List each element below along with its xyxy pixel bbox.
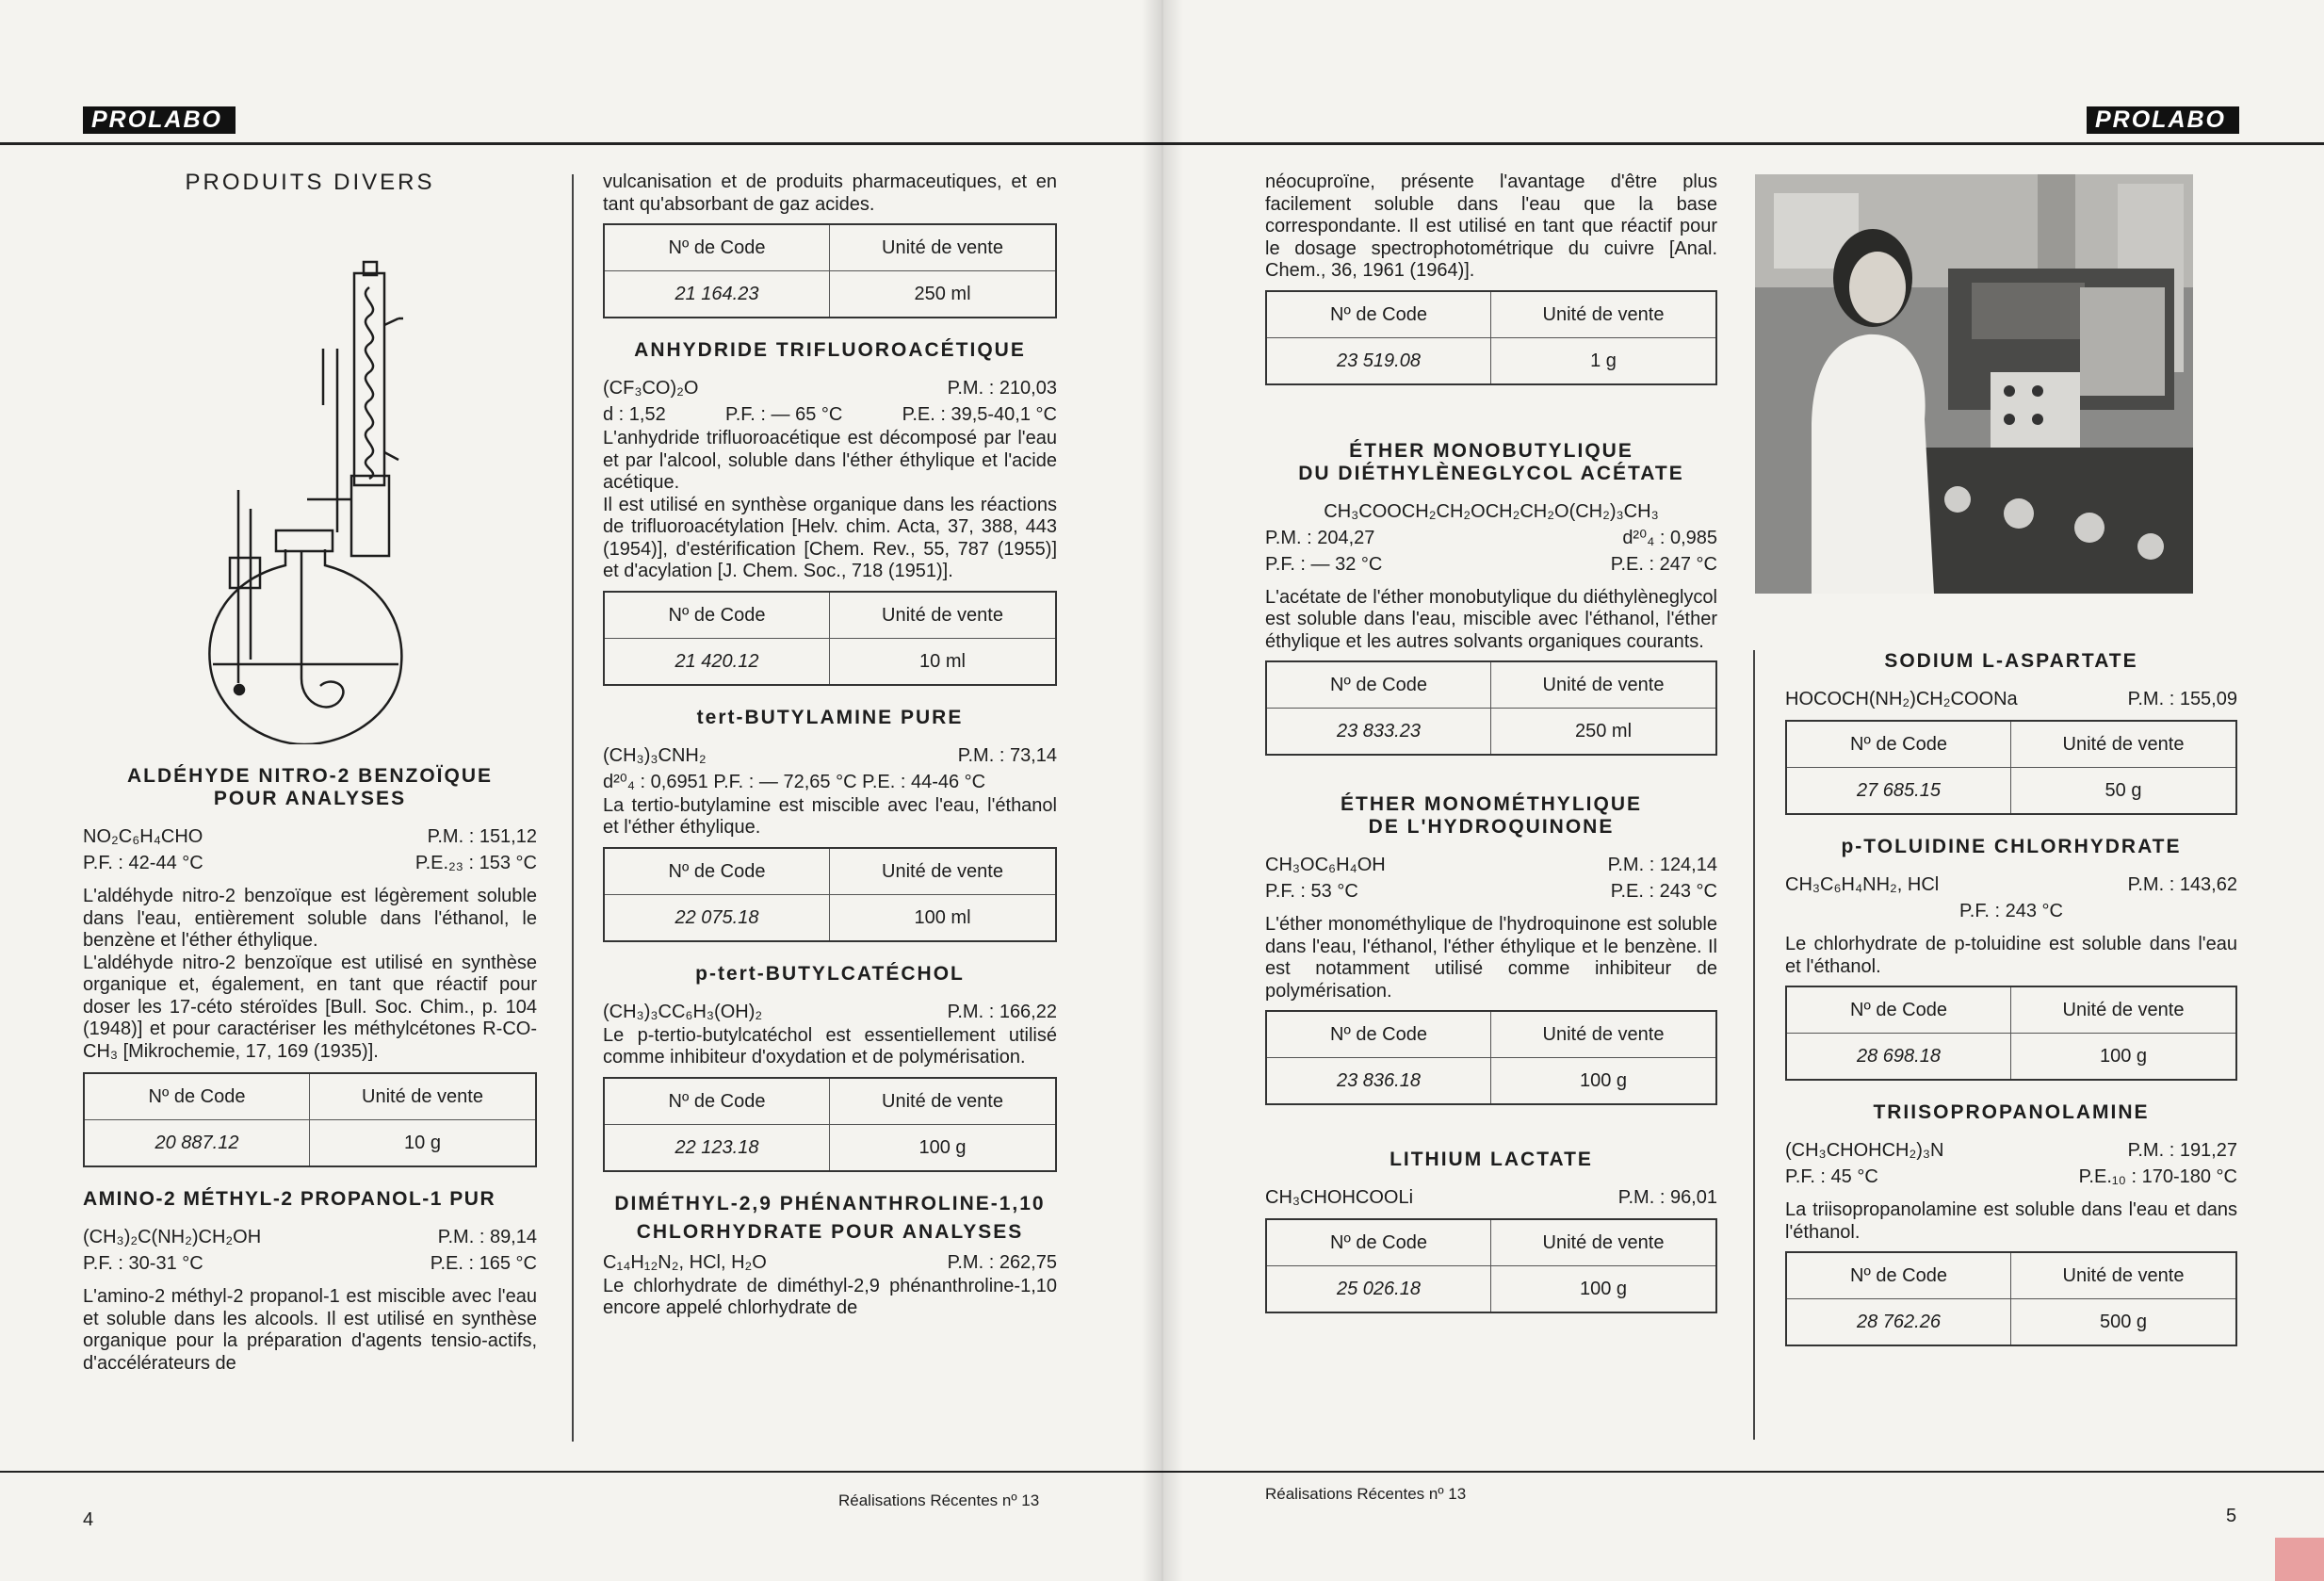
footer-rule — [0, 1471, 1162, 1473]
right-col-2 — [1785, 650, 2237, 1367]
code-value: 23 833.23 — [1267, 709, 1491, 754]
ether-methyl-text: L'éther monométhylique de l'hydroquinone est soluble dans l'eau, l'éthanol, l'éther éthylique et le benzène. Il est notamment utilisé comme inhibiteur de polymérisation. — [1265, 914, 1717, 1002]
unit-value: 10 g — [404, 1133, 441, 1153]
code-value: 23 836.18 — [1267, 1058, 1491, 1103]
toluidine-pm: P.M. : 143,62 — [2127, 874, 2237, 895]
ether-butyl-pf: P.F. : — 32 °C — [1265, 553, 1383, 575]
anhydride-formula: (CF₃CO)₂O — [603, 378, 699, 399]
vulcan-table — [603, 223, 1057, 318]
aldehyde-pm: P.M. : 151,12 — [427, 826, 537, 847]
ether-butyl-row3 — [1265, 551, 1717, 578]
aldehyde-text-2: L'aldéhyde nitro-2 benzoïque est utilisé en synthèse organique et, également, en tant que réactif pour doser les 17-céto stéroïdes [Bull. Soc. Chim., p. 104 (1948)] et pour caractériser les méthylcétones R-CO-CH₃ [Mikrochemie, 17, 169 (1935)]. — [83, 952, 537, 1062]
code-value: 27 685.15 — [1787, 768, 2011, 813]
column-divider — [1753, 650, 1755, 1440]
unit-header: Unité de vente — [1491, 1012, 1715, 1058]
code-header: Nº de Code — [605, 593, 830, 639]
code-value: 25 026.18 — [1267, 1266, 1491, 1312]
ether-methyl-title-1: ÉTHER MONOMÉTHYLIQUE — [1340, 793, 1642, 815]
toluidine-pf: P.F. : 243 °C — [1959, 901, 2063, 921]
aspartate-formula: HOCOCH(NH₂)CH₂COONa — [1785, 689, 2018, 709]
catechol-table — [603, 1077, 1057, 1172]
unit-value: 250 ml — [1574, 721, 1633, 742]
aspartate-pm: P.M. : 155,09 — [2127, 689, 2237, 709]
catechol-text: Le p-tertio-butylcatéchol est essentiellement utilisé comme inhibiteur d'oxydation et de polymérisation. — [603, 1024, 1057, 1068]
anhydride-table — [603, 591, 1057, 686]
toluidine-row1 — [1785, 872, 2237, 898]
amino-row2 — [83, 1250, 537, 1277]
ether-butyl-formula: CH₃COOCH₂CH₂OCH₂CH₂O(CH₂)₃CH₃ — [1324, 500, 1659, 522]
left-col-2 — [603, 171, 1057, 1329]
page-edge — [2275, 1538, 2324, 1581]
code-header: Nº de Code — [1267, 292, 1491, 338]
ether-butyl-row2 — [1265, 525, 1717, 551]
footer-title: Réalisations Récentes nº 13 — [1265, 1485, 1467, 1503]
aldehyde-row2 — [83, 850, 537, 876]
anhydride-pm: P.M. : 210,03 — [947, 378, 1057, 399]
unit-value: 50 g — [2105, 780, 2142, 801]
ether-butyl-formula-row — [1265, 498, 1717, 525]
code-value: 28 762.26 — [1787, 1299, 2011, 1345]
ether-methyl-pe: P.E. : 243 °C — [1610, 881, 1717, 902]
unit-value: 100 g — [918, 1136, 967, 1158]
column-divider — [572, 174, 574, 1442]
butylamine-pm: P.M. : 73,14 — [957, 744, 1057, 766]
triiso-pf: P.F. : 45 °C — [1785, 1166, 1878, 1187]
section-title: PRODUITS DIVERS — [185, 170, 435, 195]
aldehyde-pf: P.F. : 42-44 °C — [83, 853, 203, 873]
toluidine-table — [1785, 986, 2237, 1081]
spacer — [1265, 1126, 1717, 1149]
unit-header: Unité de vente — [830, 225, 1055, 271]
triiso-row1 — [1785, 1137, 2237, 1164]
triiso-table — [1785, 1251, 2237, 1346]
unit-header: Unité de vente — [2011, 1253, 2235, 1299]
ether-butyl-title-1: ÉTHER MONOBUTYLIQUE — [1349, 439, 1633, 462]
laboratory-photo-image — [1755, 174, 2193, 594]
amino-pm: P.M. : 89,14 — [437, 1227, 537, 1247]
unit-header: Unité de vente — [830, 1079, 1055, 1125]
unit-value: 1 g — [1590, 350, 1617, 371]
butylamine-title: tert-BUTYLAMINE PURE — [696, 706, 964, 728]
aldehyde-text-1: L'aldéhyde nitro-2 benzoïque est légèrement soluble dans l'eau, entièrement soluble dans l'éthanol, le benzène et l'éther éthylique. — [83, 886, 537, 951]
unit-value: 100 ml — [914, 906, 971, 928]
spacer — [1265, 776, 1717, 793]
code-header: Nº de Code — [85, 1074, 310, 1120]
continued-text: vulcanisation et de produits pharmaceutiques, et en tant qu'absorbant de gaz acides. — [603, 171, 1057, 215]
page-number: 4 — [83, 1509, 94, 1530]
spacer — [1265, 406, 1717, 440]
code-value: 21 420.12 — [605, 639, 830, 684]
unit-header: Unité de vente — [2011, 987, 2235, 1034]
footer-rule — [1162, 1471, 2324, 1473]
anhydride-row2 — [603, 401, 1057, 428]
catechol-formula: (CH₃)₃CC₆H₃(OH)₂ — [603, 1001, 763, 1022]
butylamine-row2 — [603, 769, 1057, 795]
page-number: 5 — [2226, 1506, 2237, 1526]
unit-header: Unité de vente — [1491, 292, 1715, 338]
laboratory-photo — [1755, 174, 2193, 594]
continued-text: néocuproïne, présente l'avantage d'être plus facilement soluble dans l'eau que la base correspondante. Il est utilisé en tant que réactif pour le dosage spectrophotométrique du cuivre [Anal. Chem., 36, 1961 (1964)]. — [1265, 171, 1717, 281]
phen-title-2: CHLORHYDRATE POUR ANALYSES — [636, 1220, 1024, 1243]
unit-header: Unité de vente — [310, 1074, 535, 1120]
header-rule — [0, 142, 1162, 145]
amino-title: AMINO-2 MÉTHYL-2 PROPANOL-1 PUR — [83, 1188, 496, 1210]
code-value: 22 075.18 — [605, 895, 830, 940]
lithium-table — [1265, 1218, 1717, 1313]
unit-header: Unité de vente — [830, 849, 1055, 895]
aldehyde-formula: NO₂C₆H₄CHO — [83, 826, 203, 847]
phen-formula: C₁₄H₁₂N₂, HCl, H₂O — [603, 1251, 767, 1273]
unit-header: Unité de vente — [1491, 662, 1715, 709]
amino-row1 — [83, 1224, 537, 1250]
ether-butyl-text: L'acétate de l'éther monobutylique du diéthylèneglycol est soluble dans l'eau, miscible avec l'éthanol, l'éther éthylique et les autres solvants organiques courants. — [1265, 586, 1717, 652]
footer-title: Réalisations Récentes nº 13 — [838, 1491, 1040, 1509]
ether-methyl-pm: P.M. : 124,14 — [1607, 855, 1717, 875]
code-value: 28 698.18 — [1787, 1034, 2011, 1079]
phen-pm: P.M. : 262,75 — [947, 1251, 1057, 1273]
toluidine-text: Le chlorhydrate de p-toluidine est soluble dans l'eau et l'éthanol. — [1785, 934, 2237, 977]
code-header: Nº de Code — [1267, 1220, 1491, 1266]
code-header: Nº de Code — [605, 1079, 830, 1125]
triiso-text: La triisopropanolamine est soluble dans l'eau et dans l'éthanol. — [1785, 1199, 2237, 1243]
triiso-pm: P.M. : 191,27 — [2127, 1140, 2237, 1161]
triiso-row2 — [1785, 1164, 2237, 1190]
butylamine-props: d²⁰₄ : 0,6951 P.F. : — 72,65 °C P.E. : 44-46 °C — [603, 771, 986, 792]
anhydride-text-2: Il est utilisé en synthèse organique dans les réactions de trifluoroacétylation [Helv. chim. Acta, 37, 388, 443 (1954)], d'estérification [Chem. Rev., 55, 787 (1955)] et d'acylation [J. Chem. Soc., 718 (1951)]. — [603, 494, 1057, 581]
catechol-title: p-tert-BUTYLCATÉCHOL — [695, 962, 965, 985]
phen-text: Le chlorhydrate de diméthyl-2,9 phénanthroline-1,10 encore appelé chlorhydrate de — [603, 1275, 1057, 1318]
prolabo-logo: PROLABO — [83, 106, 236, 134]
code-header: Nº de Code — [1267, 662, 1491, 709]
unit-value: 100 g — [1579, 1070, 1628, 1091]
ether-methyl-row1 — [1265, 852, 1717, 878]
ether-butyl-title-2: DU DIÉTHYLÈNEGLYCOL ACÉTATE — [1298, 462, 1684, 484]
toluidine-row2 — [1785, 898, 2237, 924]
unit-header: Unité de vente — [2011, 722, 2235, 768]
ether-butyl-pm: P.M. : 204,27 — [1265, 527, 1375, 548]
code-header: Nº de Code — [1267, 1012, 1491, 1058]
amino-pf: P.F. : 30-31 °C — [83, 1253, 203, 1274]
ether-methyl-title-2: DE L'HYDROQUINONE — [1368, 816, 1615, 838]
ether-butyl-table — [1265, 660, 1717, 756]
ether-butyl-d: d²⁰₄ : 0,985 — [1622, 527, 1717, 548]
anhydride-pe: P.E. : 39,5-40,1 °C — [902, 404, 1057, 425]
phen-row1 — [603, 1249, 1057, 1276]
unit-value: 100 g — [2099, 1046, 2148, 1067]
lithium-formula: CH₃CHOHCOOLi — [1265, 1187, 1414, 1208]
aldehyde-table — [83, 1072, 537, 1167]
right-col-1 — [1265, 171, 1717, 1334]
unit-header: Unité de vente — [1491, 1220, 1715, 1266]
unit-header: Unité de vente — [830, 593, 1055, 639]
unit-value: 100 g — [1579, 1279, 1628, 1299]
butylamine-text: La tertio-butylamine est miscible avec l'eau, l'éthanol et l'éther éthylique. — [603, 794, 1057, 838]
lithium-row1 — [1265, 1184, 1717, 1211]
triiso-formula: (CH₃CHOHCH₂)₃N — [1785, 1140, 1944, 1161]
code-header: Nº de Code — [605, 225, 830, 271]
aldehyde-row1 — [83, 823, 537, 850]
anhydride-text-1: L'anhydride trifluoroacétique est décomposé par l'eau et par l'alcool, soluble dans l'éther éthylique et l'acide acétique. — [603, 428, 1057, 493]
ether-methyl-formula: CH₃OC₆H₄OH — [1265, 855, 1386, 875]
aspartate-row1 — [1785, 686, 2237, 712]
amino-text: L'amino-2 méthyl-2 propanol-1 est miscible avec l'eau et soluble dans les alcools. Il est utilisé en synthèse organique pour la préparation d'agents tensio-actifs, d'accélérateurs de — [83, 1286, 537, 1374]
prolabo-logo: PROLABO — [2087, 106, 2239, 134]
amino-formula: (CH₃)₂C(NH₂)CH₂OH — [83, 1227, 262, 1247]
butylamine-row1 — [603, 742, 1057, 769]
aspartate-title: SODIUM L-ASPARTATE — [1884, 650, 2138, 672]
left-col-1 — [83, 171, 537, 1384]
anhydride-title: ANHYDRIDE TRIFLUOROACÉTIQUE — [634, 339, 1026, 361]
toluidine-title: p-TOLUIDINE CHLORHYDRATE — [1841, 836, 2182, 857]
aldehyde-pe: P.E.₂₃ : 153 °C — [414, 853, 537, 873]
code-header: Nº de Code — [1787, 1253, 2011, 1299]
unit-value: 10 ml — [919, 650, 966, 672]
ether-methyl-pf: P.F. : 53 °C — [1265, 881, 1358, 902]
lithium-pm: P.M. : 96,01 — [1617, 1187, 1717, 1208]
anhydride-pf: P.F. : — 65 °C — [724, 404, 843, 425]
aspartate-table — [1785, 720, 2237, 815]
distillation-apparatus-illustration — [83, 207, 537, 744]
header-rule — [1162, 142, 2324, 145]
lithium-title: LITHIUM LACTATE — [1390, 1149, 1593, 1170]
ether-methyl-table — [1265, 1010, 1717, 1105]
ether-butyl-pe: P.E. : 247 °C — [1610, 553, 1717, 575]
butylamine-formula: (CH₃)₃CNH₂ — [603, 744, 707, 766]
code-value: 21 164.23 — [605, 271, 830, 317]
catechol-pm: P.M. : 166,22 — [947, 1001, 1057, 1022]
unit-value: 250 ml — [914, 284, 971, 304]
triiso-title: TRIISOPROPANOLAMINE — [1873, 1101, 2150, 1123]
code-value: 22 123.18 — [605, 1125, 830, 1170]
toluidine-formula: CH₃C₆H₄NH₂, HCl — [1785, 874, 1940, 895]
anhydride-d: d : 1,52 — [603, 404, 666, 425]
butylamine-table — [603, 847, 1057, 942]
catechol-row1 — [603, 999, 1057, 1025]
neocuproine-table — [1265, 290, 1717, 385]
code-header: Nº de Code — [1787, 987, 2011, 1034]
phen-title-1: DIMÉTHYL-2,9 PHÉNANTHROLINE-1,10 — [614, 1192, 1046, 1214]
right-page — [1162, 0, 2324, 1581]
ether-methyl-row2 — [1265, 878, 1717, 905]
code-value: 23 519.08 — [1267, 338, 1491, 383]
amino-pe: P.E. : 165 °C — [430, 1253, 537, 1274]
aldehyde-title-1: ALDÉHYDE NITRO-2 BENZOÏQUE — [126, 765, 494, 787]
code-header: Nº de Code — [1787, 722, 2011, 768]
code-header: Nº de Code — [605, 849, 830, 895]
unit-value: 500 g — [2099, 1312, 2148, 1332]
aldehyde-title-2: POUR ANALYSES — [213, 788, 407, 809]
anhydride-row1 — [603, 375, 1057, 401]
code-value: 20 887.12 — [85, 1120, 310, 1165]
triiso-pe: P.E.₁₀ : 170-180 °C — [2078, 1166, 2237, 1187]
